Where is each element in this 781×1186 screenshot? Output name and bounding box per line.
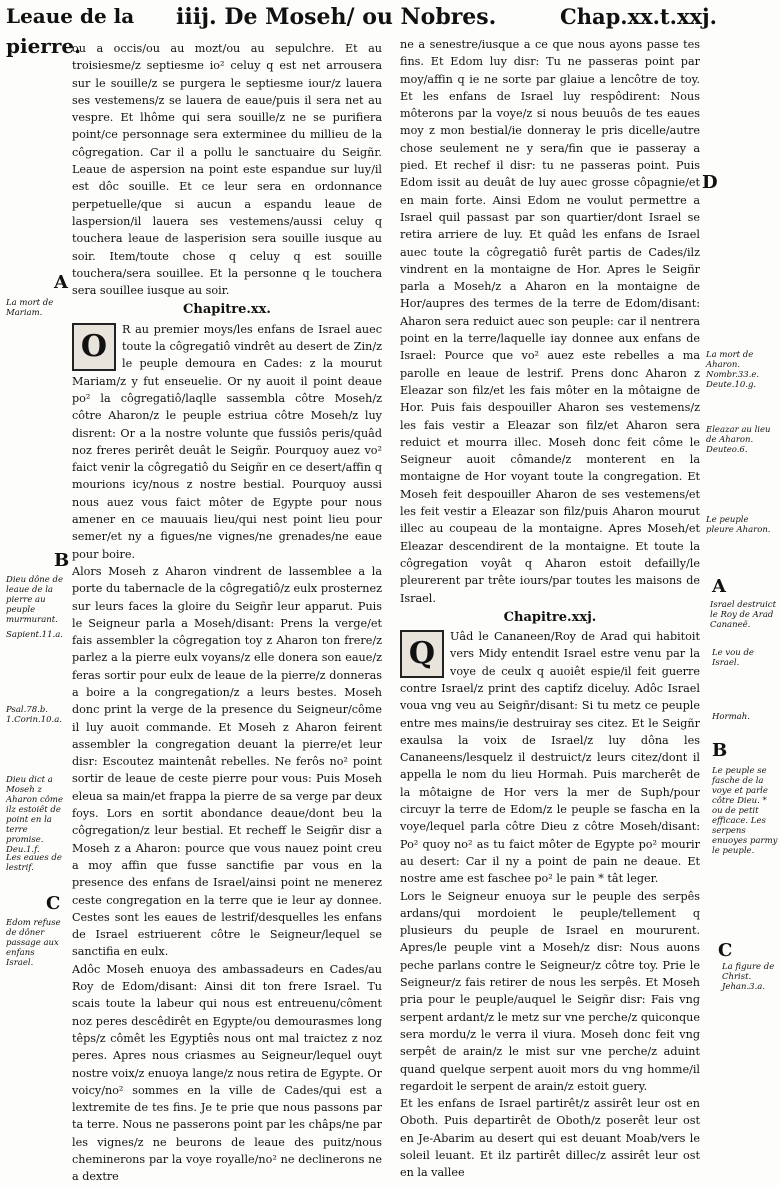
running-head-left: Leaue de la — [6, 4, 135, 28]
folio-number: iiij. — [176, 4, 217, 30]
chapter-heading-20: Chapitre.xx. — [183, 302, 271, 318]
margin-letter-b-right: B — [712, 740, 728, 761]
margin-letter-a-right: A — [712, 576, 726, 597]
margin-note-promised-land: Dieu dict a Moseh z Aharon côme ilz estoiêt de point en la terre promise. Deu.1.f. — [6, 775, 64, 855]
decorated-initial: O — [72, 323, 116, 371]
paragraph-text: Uâd le Cananeen/Roy de Arad qui habitoit vers Midy entendit Israel estre venu par la voye de ceulx q auoiêt espie/il feit guerre contre Israel/z print des captifz diceluy. Adôc Israel voua vng veu au Seigñr/disant: Si tu metz ce peuple entre mes mains/ie destruiray ses citez. Et le Seigñr exaulsa la voix de Israel/z luy dôna les Cananeens/lesquelz il destruict/z leurs citez/dont il appella le nom du lieu Hormah. Puis marcherêt de la môtaigne de Hor vers la mer de Suph/pour circuyr la terre de Edom/z le peuple se fascha en la voye/lequel parla côtre Dieu z côtre Moseh/disant: Po² quoy no² as tu faict môter de Egypte po² mourir au desert: Car il ny a point de pain ne deaue. Et nostre ame est faschee po² le pain * tât leger. — [400, 630, 700, 886]
margin-note-death-miriam: La mort de Mariam. — [6, 298, 54, 318]
book-title: De Moseh/ ou Nobres. — [224, 4, 497, 30]
margin-note-waters-strife: Les eaues de lestrif. — [6, 853, 62, 873]
right-text-column — [400, 36, 700, 1182]
paragraph-text: R au premier moys/les enfans de Israel auec toute la côgregatiô vindrêt au desert de Zin/z le peuple demoura en Cades: z la mourut Mariam/z y fut enseuelie. Or ny auoit il point deaue po² la côgregatiô/laqlle sassembla côtre Moseh/z côtre Aharon/z le peuple estriua côtre Moseh/z luy disrent: Or a la nostre volunte que fussiôs peris/quâd noz freres perirêt deuât le Seigñr. Pourquoy auez vo² faict venir la côgregatiô du Seigñr en ce desert/affin q mourions icy/nous z nostre bestial. Pourquoy aussi nous auez vous faict môter de Egypte pour nous amener en ce mauuais lieu/qui nest point lieu pour semer/et ny a figues/ne vignes/ne grenades/ne eaue pour boire. — [72, 322, 382, 561]
paragraph — [400, 628, 700, 887]
margin-note-figure-christ: La figure de Christ. Jehan.3.a. — [722, 962, 775, 992]
left-text-column — [72, 40, 382, 1186]
running-head-left-2: pierre. — [6, 34, 82, 58]
decorated-initial: Q — [400, 630, 444, 678]
paragraph: Adôc Moseh enuoya des ambassadeurs en Cades/au Roy de Edom/disant: Ainsi dit ton frere Israel. Tu scais toute la labeur qui nous est entreuenu/côment noz peres descêdirêt en Egypte/ou demourasmes long têps/z cômêt les Egyptiês nous ont mal traictez z noz peres. Apres nous criasmes au Seigneur/lequel ouyt nostre voix/z enuoya lange/z nous retira de Egypte. Or voicy/no² sommes en la ville de Cades/qui est a lextremite de tes fins. Je te prie que nous passons par ta terre. Nous ne passerons point par les châps/ne par les vignes/z ne beurons de leaue des puitz/nous cheminerons par la voye royalle/no² ne declinerons ne a dextre — [72, 962, 382, 1184]
paragraph: ne a senestre/iusque a ce que nous ayons passe tes fins. Et Edom luy disr: Tu ne passeras point par moy/affin q ie ne sorte par glaiue a lencôtre de toy. Et les enfans de Israel luy respôdirent: Nous môterons par la voye/z si nous beuuôs de tes eaues moy z mon bestial/ie donneray le pris dicelle/autre chose seulement ne y sera/fin que ie passeray a pied. Et rechef il disr: tu ne passeras point. Puis Edom issit au deuât de luy auec grosse côpagnie/et en main forte. Ainsi Edom ne voulut permettre a Israel quil passast par son quartier/dont Israel se retira arriere de luy. Et quâd les enfans de Israel auec toute la côgregatiô furêt partis de Cades/ilz vindrent en la montaigne de Hor. Apres le Seigñr parla a Moseh/z a Aharon en la montaigne de Hor/aupres des termes de la terre de Edom/disant: Aharon sera reduict auec son peuple: car il nentrera point en la terre/laquelle iay donnee aux enfans de Israel: Pource que vo² auez este rebelles a ma parolle en leaue de lestrif. Prens donc Aharon z Eleazar son filz/et les fais môter en la môtaigne de Hor. Puis fais despouiller Aharon ses vestemens/z les fais vestir a Eleazar son filz/et Aharon sera reduict et mourra illec. Moseh donc feit côme le Seigneur auoit cômande/z monterent en la montaigne de Hor voyant toute la congregation. Et Moseh feit despouiller Aharon de ses vestemens/et les feit vestir a Eleazar son filz/puis Aharon mourut illec au coupeau de la montaigne. Apres Moseh/et Eleazar descendirent de la montaigne. Et toute la côgregation voyât q Aharon estoit defailly/le pleurerent par trête iours/par toutes les maisons de Israel. — [400, 38, 700, 605]
margin-note-hormah: Hormah. — [712, 712, 750, 722]
margin-note-edom-refuse: Edom refuse de dôner passage aux enfans Israel. — [6, 918, 61, 968]
paragraph: Et les enfans de Israel partirêt/z assirêt leur ost en Oboth. Puis departirêt de Oboth/z poserêt leur ost en Je-Abarim au desert qui est deuant Moab/vers le soleil leuant. Et ilz partirêt dillec/z assirêt leur ost en la vallee — [400, 1097, 700, 1180]
paragraph: ou a occis/ou au mozt/ou au sepulchre. Et au troisiesme/z septiesme io² celuy q est net arrousera sur le souille/z se purgera le septiesme iour/z lauera ses vestemens/z se lauera de eaue/puis il sera net au vespre. Et lhôme qui sera souille/z ne se purifiera point/ce personnage sera exterminee du millieu de la côgregation. Car il a pollu le sanctuaire du Seigñr. Leaue de aspersion na point este espandue sur luy/il est dôc souille. Et ce leur sera en ordonnance perpetuelle/que si aucun a espandu leaue de laspersion/il lauera ses vestemens/aussi celuy q touchera leaue de lasperision sera souille iusque au soir. Item/toute chose q celuy q est souille touchera/sera souillee. Et la personne q le touchera sera souillee iusque au soir. — [72, 42, 382, 298]
paragraph — [72, 321, 382, 563]
margin-note-serpents: Le peuple se fasche de la voye et parle côtre Dieu. * ou de petit efficace. Les serpens enuoyes parmy le peuple. — [712, 766, 778, 856]
margin-letter-a: A — [54, 272, 68, 293]
chapter-reference: Chap.xx.t.xxj. — [560, 4, 717, 29]
margin-letter-c-right: C — [718, 940, 733, 961]
paragraph: Alors Moseh z Aharon vindrent de lassemblee a la porte du tabernacle de la côgregatiô/z eulx prosternez sur leurs faces la gloire du Seigñr leur apparut. Puis le Seigneur parla a Moseh/disant: Prens la verge/et fais assembler la côgregation toy z Aharon ton frere/z parlez a la pierre eulx voyans/z elle donera son eaue/z feras sortir pour eulx de leaue de la pierre/z donneras a boire a la congregation/z a leurs bestes. Moseh donc print la verge de la presence du Seigneur/côme il luy auoit commande. Et Moseh z Aharon feirent assembler la congregation deuant la pierre/et leur disr: Escoutez maintenât rebelles. Ne ferôs no² point sortir de leaue de ceste pierre pour vous: Puis Moseh eleua sa main/et frappa la pierre de sa verge par deux foys. Lors en sortit abondance deaue/dont beu la côgregation/z leur bestial. Et recheff le Seigñr disr a Moseh z a Aharon: pource que vous nauez point creu a moy affin que fusse sanctifie par vous en la presence des enfans de Israel/ainsi point ne menerez ceste congregation en la terre que ie leur ay donnee. Cestes sont les eaues de lestrif/desquelles les enfans de Israel estriuerent côtre le Seigneur/lequel se sanctifia en eulx. — [72, 564, 382, 959]
margin-note-arad: Israel destruict le Roy de Arad Cananeë. — [710, 600, 776, 630]
margin-ref-sapient: Sapient.11.a. — [6, 630, 63, 640]
margin-note-mourn-aaron: Le peuple pleure Aharon. — [706, 515, 771, 535]
margin-note-eleazar: Eleazar au lieu de Aharon. Deuteo.6. — [706, 425, 771, 455]
margin-letter-b: B — [54, 550, 70, 571]
margin-letter-d: D — [702, 172, 718, 193]
margin-note-vow: Le vou de Israel. — [712, 648, 754, 668]
running-head-center — [176, 4, 496, 30]
chapter-heading-21: Chapitre.xxj. — [503, 609, 597, 625]
margin-note-water-rock: Dieu dône de leaue de la pierre au peuple murmurant. — [6, 575, 63, 625]
paragraph: Lors le Seigneur enuoya sur le peuple des serpês ardans/qui mordoient le peuple/tellement q plusieurs du peuple de Israel en moururent. Apres/le peuple vint a Moseh/z disr: Nous auons peche parlans contre le Seigneur/z côtre toy. Prie le Seigneur/z fais retirer de nous les serpês. Et Moseh pria pour le peuple/auquel le Seigñr disr: Fais vng serpent ardant/z le metz sur vne perche/z quiconque sera mordu/z le verra il viura. Moseh donc feit vng serpêt de arain/z le mist sur vne perche/z aduint quand quelque serpent auoit mors du vng homme/il regardoit le serpent de arain/z estoit guery. — [400, 889, 700, 1093]
margin-ref-psalm: Psal.78.b. 1.Corin.10.a. — [6, 705, 62, 725]
margin-note-death-aaron: La mort de Aharon. Nombr.33.e. Deute.10.g. — [706, 350, 760, 390]
margin-letter-c: C — [46, 893, 61, 914]
